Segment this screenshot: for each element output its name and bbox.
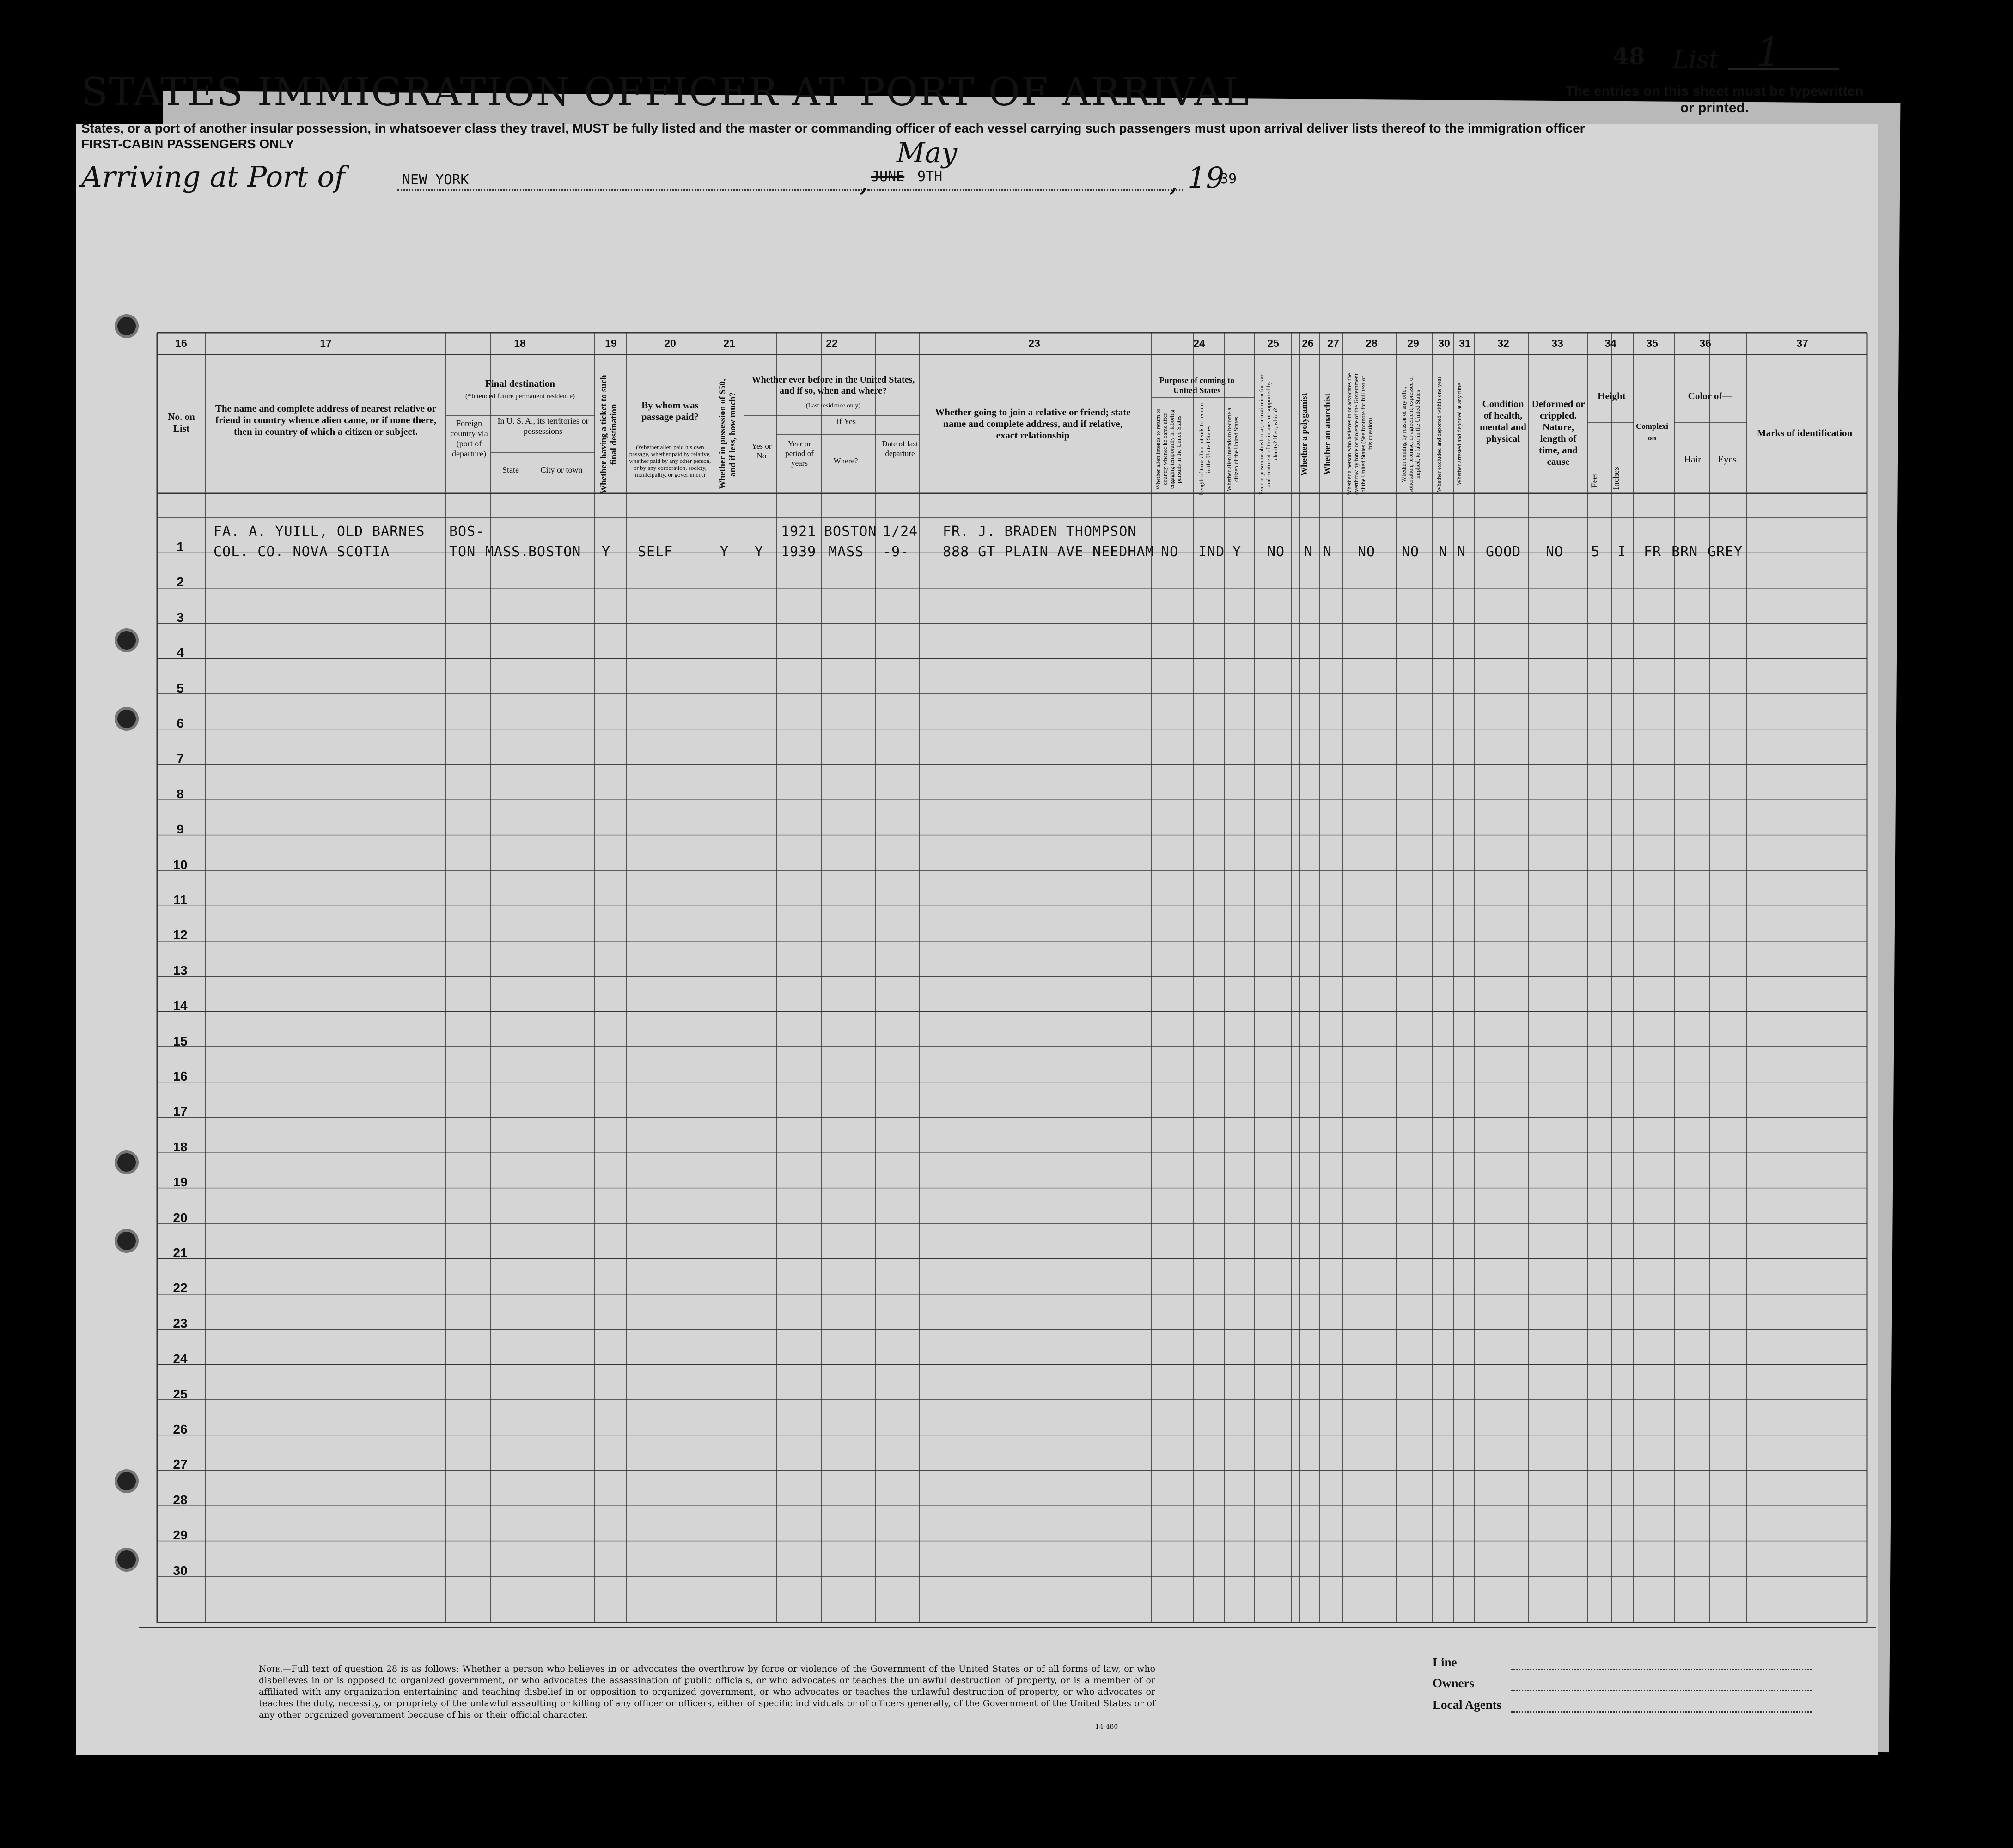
arriving-label: Arriving at Port of [81, 160, 345, 194]
separator: , [860, 165, 869, 198]
header-in-usa: In U. S. A., its territories or possessions [497, 416, 589, 436]
last-departure: -9- [883, 544, 909, 560]
header-passage-paid-note: (Whether alien paid his own passage, whether paid by relative, whether paid by any other person, or by any corporation, society, municipality, or government) [629, 444, 711, 478]
column-number: 34 [1604, 337, 1616, 349]
row-number: 16 [173, 1069, 188, 1083]
row-number: 21 [173, 1246, 188, 1260]
column-number: 26 [1302, 337, 1314, 349]
header-overthrow: Whether a person who believes in or advocates the overthrow by force or violence of the Government of the United States (See footnote for full text of this question) [1346, 373, 1373, 496]
date-day: 9TH [917, 169, 943, 185]
column-number: 27 [1327, 337, 1339, 349]
header-foreign-country: Foreign country via (port of departure) [450, 419, 488, 458]
header-year-period: Year or period of years [785, 439, 814, 468]
row-number: 29 [173, 1528, 188, 1543]
header-prison: Ever in prison or almshouse, or institution for care and treatment of the insane, or supported by charity? If so, which? [1258, 373, 1279, 495]
column-number: 28 [1366, 337, 1378, 349]
hair-value: BRN [1671, 544, 1698, 560]
footer-note-text: —Full text of question 28 is as follows: Whether a person who believes in or advocates the overthrow by force or violence of the Government of the United States or of all forms of law, or who disbelieves in or is opposed to organized government, or who advocates the assassination of public officials, or who advocates or teaches the unlawful destruction of property, or is a member of or affiliated with any organization entertaining and teaching disbelief in or opposition to organized government, or who advocates or teaches the unlawful destruction of property, or who advocates or teaches the duty, necessity, or propriety of the unlawful assaulting or killing of any officer or officers, either of specific individuals or of officers generally, of the Government of the United States or of any other organized government because of his or their official character. [259, 1664, 1155, 1720]
citizen-value: Y [1232, 544, 1242, 560]
header-join-relative: Whether going to join a relative or friend; state name and complete address, and if relative, exact relationship [935, 407, 1131, 441]
eyes-value: GREY [1708, 544, 1743, 560]
agents-signature-line [1511, 1711, 1812, 1713]
row-number: 27 [173, 1457, 188, 1472]
polygamist-value: N [1304, 544, 1313, 560]
relative-address-line: FA. A. YUILL, OLD BARNES [214, 523, 425, 540]
row-number: 8 [177, 786, 184, 801]
header-return-country: Whether alien intends to return to country whence he came after engaging temporarily in laboring pursuits in the United States [1154, 408, 1182, 490]
header-city: City or town [540, 465, 583, 474]
excluded-value: N [1439, 544, 1448, 560]
header-no-on-list: No. on List [168, 411, 195, 434]
destination-city: BOSTON [528, 544, 581, 560]
row-number: 3 [177, 610, 184, 625]
line-label: Line [1433, 1655, 1457, 1669]
last-departure: 1/24 [883, 523, 918, 540]
header-anarchist: Whether an anarchist [1323, 393, 1332, 475]
page-number: 48 [1613, 43, 1645, 70]
row-number: 4 [177, 645, 184, 660]
passage-paid-value: SELF [638, 544, 673, 560]
column-number: 25 [1267, 337, 1279, 349]
header-arrested: Whether arrested and deported at any time [1456, 383, 1463, 486]
row-number: 14 [173, 998, 188, 1013]
list-number: 1 [1756, 30, 1781, 75]
column-number: 17 [320, 337, 332, 349]
row-number: 24 [173, 1351, 188, 1366]
local-agents-label: Local Agents [1433, 1698, 1502, 1712]
row-number: 7 [177, 751, 184, 766]
column-number: 36 [1699, 337, 1711, 349]
foreign-port-line: TON [449, 544, 476, 560]
line-signature-line [1511, 1669, 1812, 1670]
header-polygamist: Whether a polygamist [1299, 393, 1309, 476]
where-in-us: BOSTON [824, 523, 877, 540]
column-number: 32 [1497, 337, 1509, 349]
column-number: 21 [723, 337, 735, 349]
list-label: List [1673, 46, 1719, 74]
row-number: 1 [177, 540, 184, 554]
relative-address-line: COL. CO. NOVA SCOTIA [214, 544, 390, 560]
column-number: 20 [664, 337, 676, 349]
row-number: 20 [173, 1210, 188, 1225]
complexion-value: FR [1644, 544, 1662, 560]
header-before-in-us: Whether ever before in the United States, and if so, when and where? [751, 375, 915, 396]
header-purpose: Purpose of coming to United States [1159, 376, 1235, 395]
header-yes-or-no: Yes or No [751, 442, 772, 460]
overthrow-value: NO [1358, 544, 1376, 560]
row-number: 30 [173, 1563, 188, 1578]
header-health: Condition of health, mental and physical [1480, 398, 1526, 444]
owners-signature-line [1511, 1690, 1812, 1691]
header-labor-offer: Whether coming by reason of any offer, solicitation, promise, or agreement, expressed or implied, to labor in the United States [1400, 376, 1421, 493]
prison-value: NO [1267, 544, 1285, 560]
row-number: 26 [173, 1422, 188, 1436]
row-number: 13 [173, 963, 188, 978]
column-number: 31 [1459, 337, 1471, 349]
row-number: 25 [173, 1386, 188, 1401]
header-marks: Marks of identification [1757, 427, 1853, 438]
row-number: 2 [177, 575, 184, 590]
year-prefix: 19 [1188, 161, 1224, 195]
health-value: GOOD [1486, 544, 1521, 560]
column-number: 19 [605, 337, 617, 349]
column-number: 33 [1551, 337, 1563, 349]
header-complexion: Complexion [1636, 422, 1668, 442]
separator: , [1169, 165, 1178, 198]
header-eyes: Eyes [1718, 454, 1737, 465]
row-number: 19 [173, 1175, 188, 1190]
column-number: 37 [1796, 337, 1808, 349]
header-feet: Feet [1590, 473, 1599, 488]
row-number: 9 [177, 822, 184, 837]
header-height: Height [1598, 390, 1626, 401]
foreign-port-line: BOS- [449, 523, 485, 540]
header-nearest-relative: The name and complete address of nearest relative or friend in country whence alien came, or if none there, then in country of which a citizen or subject. [215, 403, 437, 437]
column-number: 16 [175, 337, 187, 349]
anarchist-value: N [1323, 544, 1332, 560]
arrested-value: N [1457, 544, 1466, 560]
column-number: 23 [1028, 337, 1040, 349]
ticket-value: Y [602, 544, 611, 560]
column-number: 18 [514, 337, 526, 349]
deformed-value: NO [1546, 544, 1564, 560]
header-inches: Inches [1611, 467, 1621, 490]
length-stay-value: IND [1198, 544, 1225, 560]
money-value: Y [720, 544, 729, 560]
row-number: 28 [173, 1492, 188, 1507]
row-number: 22 [173, 1281, 188, 1295]
row-number: 6 [177, 716, 184, 730]
years-in-us: 1939 [781, 544, 817, 560]
header-ticket: Whether having a ticket to such final destination [599, 375, 619, 494]
header-become-citizen: Whether alien intends to become a citizen of the United States [1226, 407, 1239, 491]
header-last-residence-note: (Last residence only) [805, 402, 861, 409]
row-number: 12 [173, 928, 188, 942]
row-number: 23 [173, 1316, 188, 1331]
port-value: NEW YORK [402, 172, 469, 188]
column-number: 24 [1193, 337, 1205, 349]
join-relative-line: 888 GT PLAIN AVE NEEDHAM [943, 544, 1154, 560]
year-suffix: 39 [1220, 171, 1237, 187]
header-excluded: Whether excluded and deported within one year [1435, 377, 1442, 492]
header-if-yes: If Yes— [836, 417, 864, 426]
row-number: 15 [173, 1033, 188, 1048]
header-where: Where? [833, 456, 858, 465]
labor-offer-value: NO [1402, 544, 1420, 560]
footer-note-label: Note. [259, 1664, 283, 1674]
header-hair: Hair [1684, 454, 1702, 465]
form-code: 14-480 [1095, 1723, 1118, 1731]
row-number: 17 [173, 1104, 188, 1119]
owners-label: Owners [1433, 1676, 1474, 1690]
cabin-class: FIRST-CABIN PASSENGERS ONLY [81, 137, 294, 151]
height-inches-value: I [1617, 544, 1627, 560]
row-number: 11 [173, 893, 187, 907]
header-state: State [502, 465, 519, 474]
column-number: 35 [1646, 337, 1658, 349]
typewritten-instruction: The entries on this sheet must be typewritten or printed. [1565, 84, 1864, 116]
column-number: 22 [826, 337, 838, 349]
header-passage-paid: By whom was passage paid? [641, 400, 699, 422]
date-handwritten-month: May [897, 137, 958, 169]
header-fifty-dollars: Whether in possession of $50, and if less, how much? [718, 379, 738, 490]
before-us-value: Y [755, 544, 764, 560]
header-permanent-residence-note: (*Intended future permanent residence) [465, 393, 575, 400]
footer-note [259, 1663, 1155, 1721]
row-number: 18 [173, 1139, 188, 1154]
header-deformed: Deformed or crippled. Nature, length of time, and cause [1531, 398, 1585, 467]
column-number: 29 [1407, 337, 1419, 349]
height-feet-value: 5 [1591, 544, 1600, 560]
join-relative-line: FR. J. BRADEN THOMPSON [943, 523, 1137, 540]
destination-state: MASS. [485, 544, 530, 560]
return-country-value: NO [1161, 544, 1179, 560]
page-title: STATES IMMIGRATION OFFICER AT PORT OF ARRIVAL [81, 69, 1250, 115]
years-in-us: 1921 [781, 523, 817, 540]
row-number: 5 [177, 681, 184, 695]
page-subtitle: States, or a port of another insular possession, in whatsoever class they travel, MUST be fully listed and the master or commanding officer of each vessel carrying such passengers must upon arrival deliver lists thereof to the immigration officer [81, 121, 1585, 135]
row-number: 10 [173, 857, 188, 872]
where-in-us: MASS [829, 544, 864, 560]
header-final-destination: Final destination [485, 378, 555, 389]
header-color-of: Color of— [1688, 390, 1732, 401]
header-length-stay: Length of time alien intends to remain in the United States [1198, 403, 1212, 496]
date-struck-month: JUNE [871, 169, 905, 185]
column-number: 30 [1438, 337, 1450, 349]
header-date-departure: Date of last departure [882, 439, 918, 458]
